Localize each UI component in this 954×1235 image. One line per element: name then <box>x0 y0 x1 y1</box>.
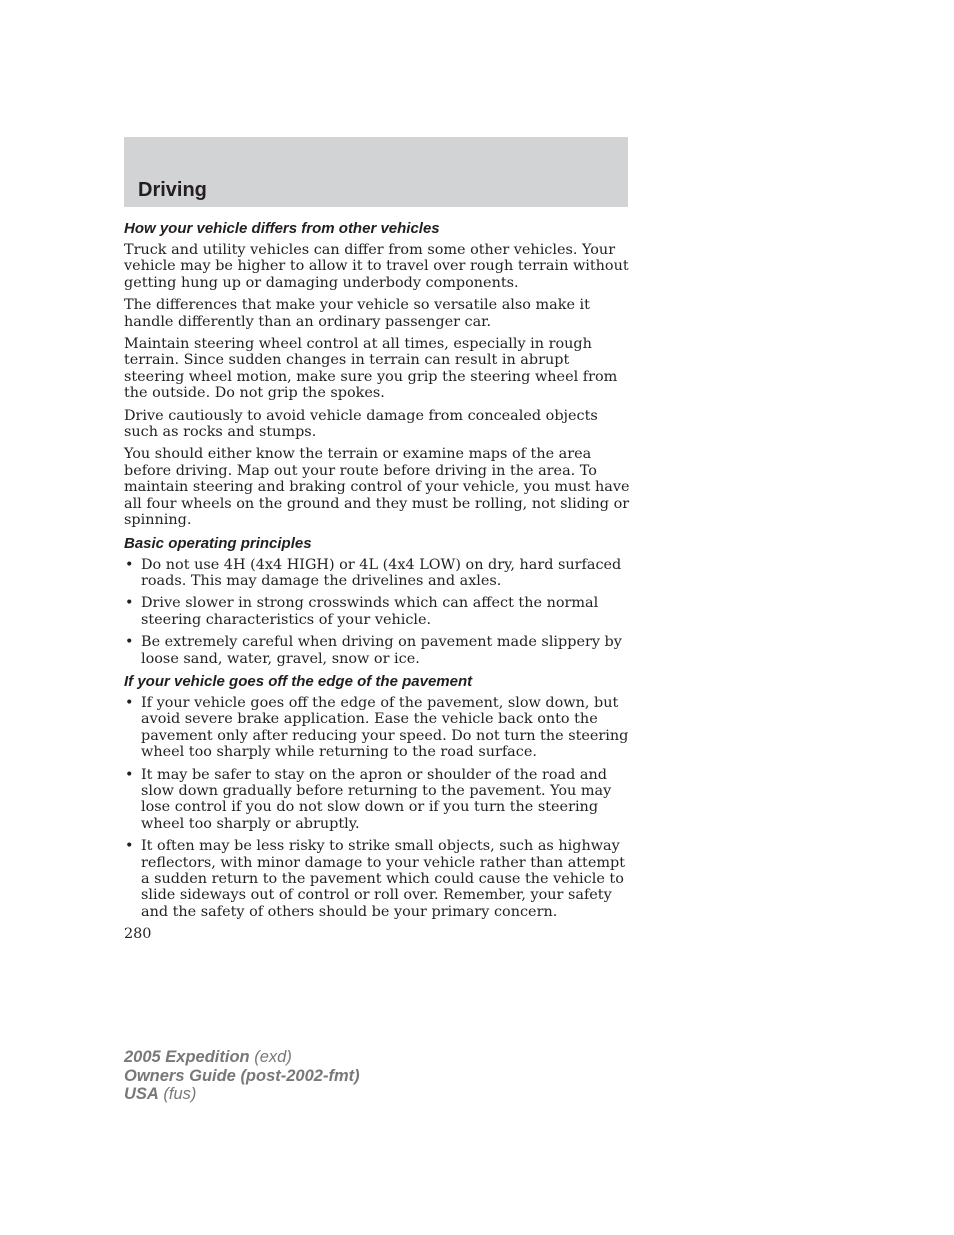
section-basic-principles <box>124 535 630 667</box>
list-item-text: It may be safer to stay on the apron or shoulder of the road and slow down gradually before returning to the pavement. You may lose control if you do not slow down or if you turn the steering wheel too sharply or abruptly. <box>141 766 612 832</box>
paragraph: The differences that make your vehicle so versatile also make it handle differently than an ordinary passenger car. <box>124 297 590 330</box>
section-heading: How your vehicle differs from other vehicles <box>124 220 440 237</box>
section-title: Driving <box>138 179 207 201</box>
bullet-icon: • <box>125 838 134 855</box>
footer-line-market <box>124 1085 360 1104</box>
bullet-list <box>124 695 630 920</box>
footer-line-model <box>124 1048 360 1067</box>
paragraph: You should either know the terrain or examine maps of the area before driving. Map out your route before driving in the area. To maintain steering and braking control of your vehicle, you must have all four wheels on the ground and they must be rolling, not sliding or spinning. <box>124 446 630 529</box>
bullet-icon: • <box>125 694 134 711</box>
paragraph: Truck and utility vehicles can differ from some other vehicles. Your vehicle may be higher to allow it to travel over rough terrain without getting hung up or damaging underbody components. <box>124 242 629 291</box>
list-item-text: Do not use 4H (4x4 HIGH) or 4L (4x4 LOW) on dry, hard surfaced roads. This may damage the drivelines and axles. <box>141 556 622 589</box>
page-number: 280 <box>124 926 152 942</box>
list-item-text: Be extremely careful when driving on pavement made slippery by loose sand, water, gravel, snow or ice. <box>141 634 622 667</box>
footer-market-code: (fus) <box>158 1085 197 1103</box>
footer-line-guide <box>124 1067 360 1086</box>
section-heading: Basic operating principles <box>124 534 312 552</box>
list-item <box>124 767 630 833</box>
bullet-icon: • <box>125 595 134 612</box>
section-vehicle-differences <box>124 220 630 529</box>
bullet-icon: • <box>125 634 134 651</box>
footer-model-code: (exd) <box>249 1048 292 1066</box>
list-item <box>124 595 630 628</box>
section-off-pavement <box>124 673 630 920</box>
list-item <box>124 634 630 667</box>
list-item <box>124 838 630 920</box>
bullet-icon: • <box>125 556 134 573</box>
bullet-list <box>124 557 630 667</box>
paragraph: Maintain steering wheel control at all times, especially in rough terrain. Since sudden changes in terrain can result in abrupt steering wheel motion, make sure you grip the steering wheel from the outside. Do not grip the spokes. <box>124 336 618 402</box>
footer-model: 2005 Expedition <box>124 1048 250 1066</box>
list-item-text: It often may be less risky to strike small objects, such as highway reflectors, with minor damage to your vehicle rather than attempt a sudden return to the pavement which could cause the vehicle to slide sideways out of control or roll over. Remember, your safety and the safety of others should be your primary concern. <box>141 838 625 920</box>
footer-guide: Owners Guide (post-2002-fmt) <box>124 1066 360 1085</box>
list-item-text: Drive slower in strong crosswinds which can affect the normal steering characteristics of your vehicle. <box>141 595 599 628</box>
list-item-text: If your vehicle goes off the edge of the pavement, slow down, but avoid severe brake application. Ease the vehicle back onto the pavement only after reducing your speed. Do not turn the steering wheel too sharply while returning to the road surface. <box>141 694 629 761</box>
list-item <box>124 695 630 761</box>
section-header-band <box>124 137 628 207</box>
bullet-icon: • <box>125 766 134 783</box>
page-content <box>124 220 630 926</box>
footer-market: USA <box>124 1085 159 1103</box>
list-item <box>124 557 630 590</box>
section-heading: If your vehicle goes off the edge of the pavement <box>124 672 473 690</box>
document-footer <box>124 1048 360 1104</box>
paragraph: Drive cautiously to avoid vehicle damage from concealed objects such as rocks and stumps. <box>124 407 598 441</box>
